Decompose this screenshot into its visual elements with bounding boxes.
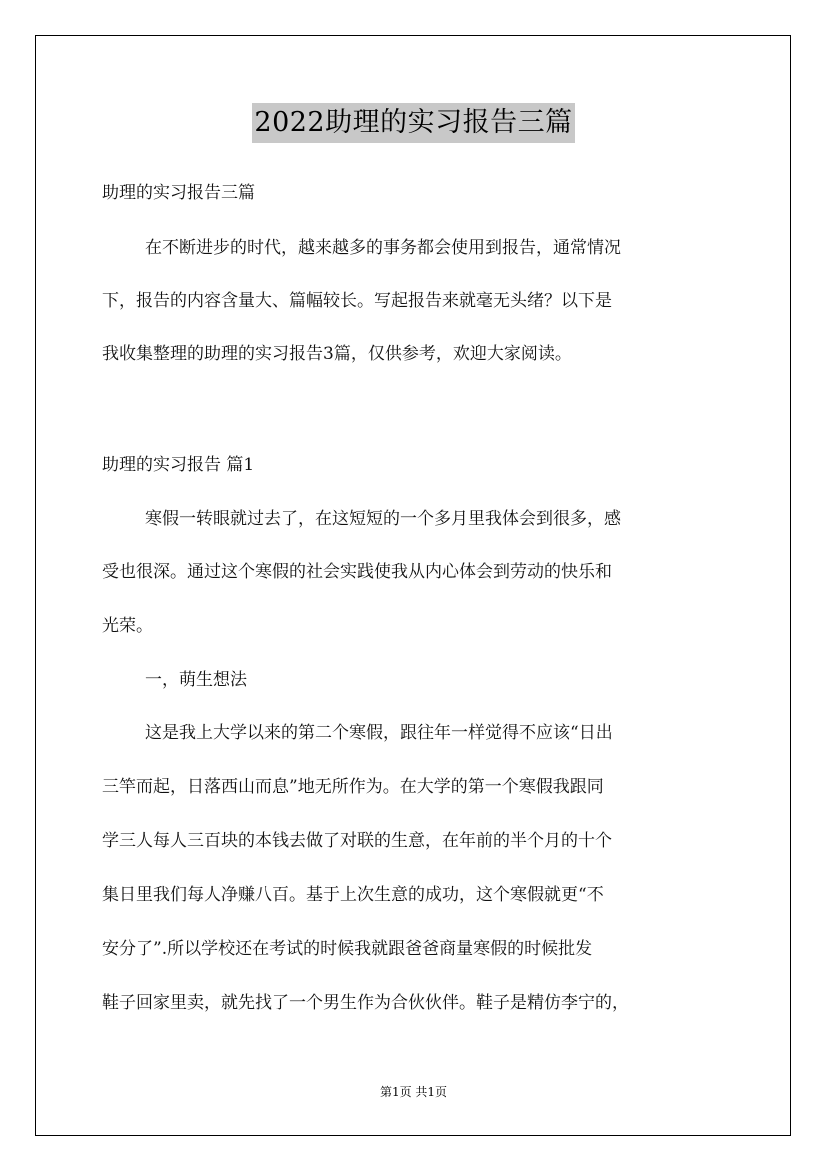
paragraph-line: 鞋子回家里卖，就先找了一个男生作为合伙伙伴。鞋子是精仿李宁的，	[102, 993, 629, 1013]
paragraph-line: 三竿而起，日落西山而息”地无所作为。在大学的第一个寒假我跟同	[102, 777, 604, 797]
paragraph-line: 光荣。	[102, 616, 153, 636]
title-container	[0, 103, 827, 143]
paragraph-line: 受也很深。通过这个寒假的社会实践使我从内心体会到劳动的快乐和	[102, 562, 612, 582]
paragraph-line: 下，报告的内容含量大、篇幅较长。写起报告来就毫无头绪？以下是	[102, 291, 612, 311]
paragraph-line: 这是我上大学以来的第二个寒假，跟往年一样觉得不应该“日出	[145, 723, 613, 743]
section-heading: 助理的实习报告三篇	[102, 183, 255, 203]
page-number: 第1页 共1页	[379, 1085, 448, 1099]
paragraph-line: 我收集整理的助理的实习报告3篇，仅供参考，欢迎大家阅读。	[102, 344, 572, 364]
paragraph-line: 寒假一转眼就过去了，在这短短的一个多月里我体会到很多，感	[145, 509, 621, 529]
paragraph-line: 在不断进步的时代，越来越多的事务都会使用到报告，通常情况	[145, 238, 621, 258]
paragraph-line: 集日里我们每人净赚八百。基于上次生意的成功，这个寒假就更“不	[102, 885, 604, 905]
paragraph-line: 安分了”.所以学校还在考试的时候我就跟爸爸商量寒假的时候批发	[102, 939, 593, 959]
subsection-heading: 一，萌生想法	[145, 670, 247, 690]
section-heading: 助理的实习报告 篇1	[102, 455, 255, 475]
document-title: 2022助理的实习报告三篇	[252, 103, 574, 143]
paragraph-line: 学三人每人三百块的本钱去做了对联的生意，在年前的半个月的十个	[102, 831, 612, 851]
